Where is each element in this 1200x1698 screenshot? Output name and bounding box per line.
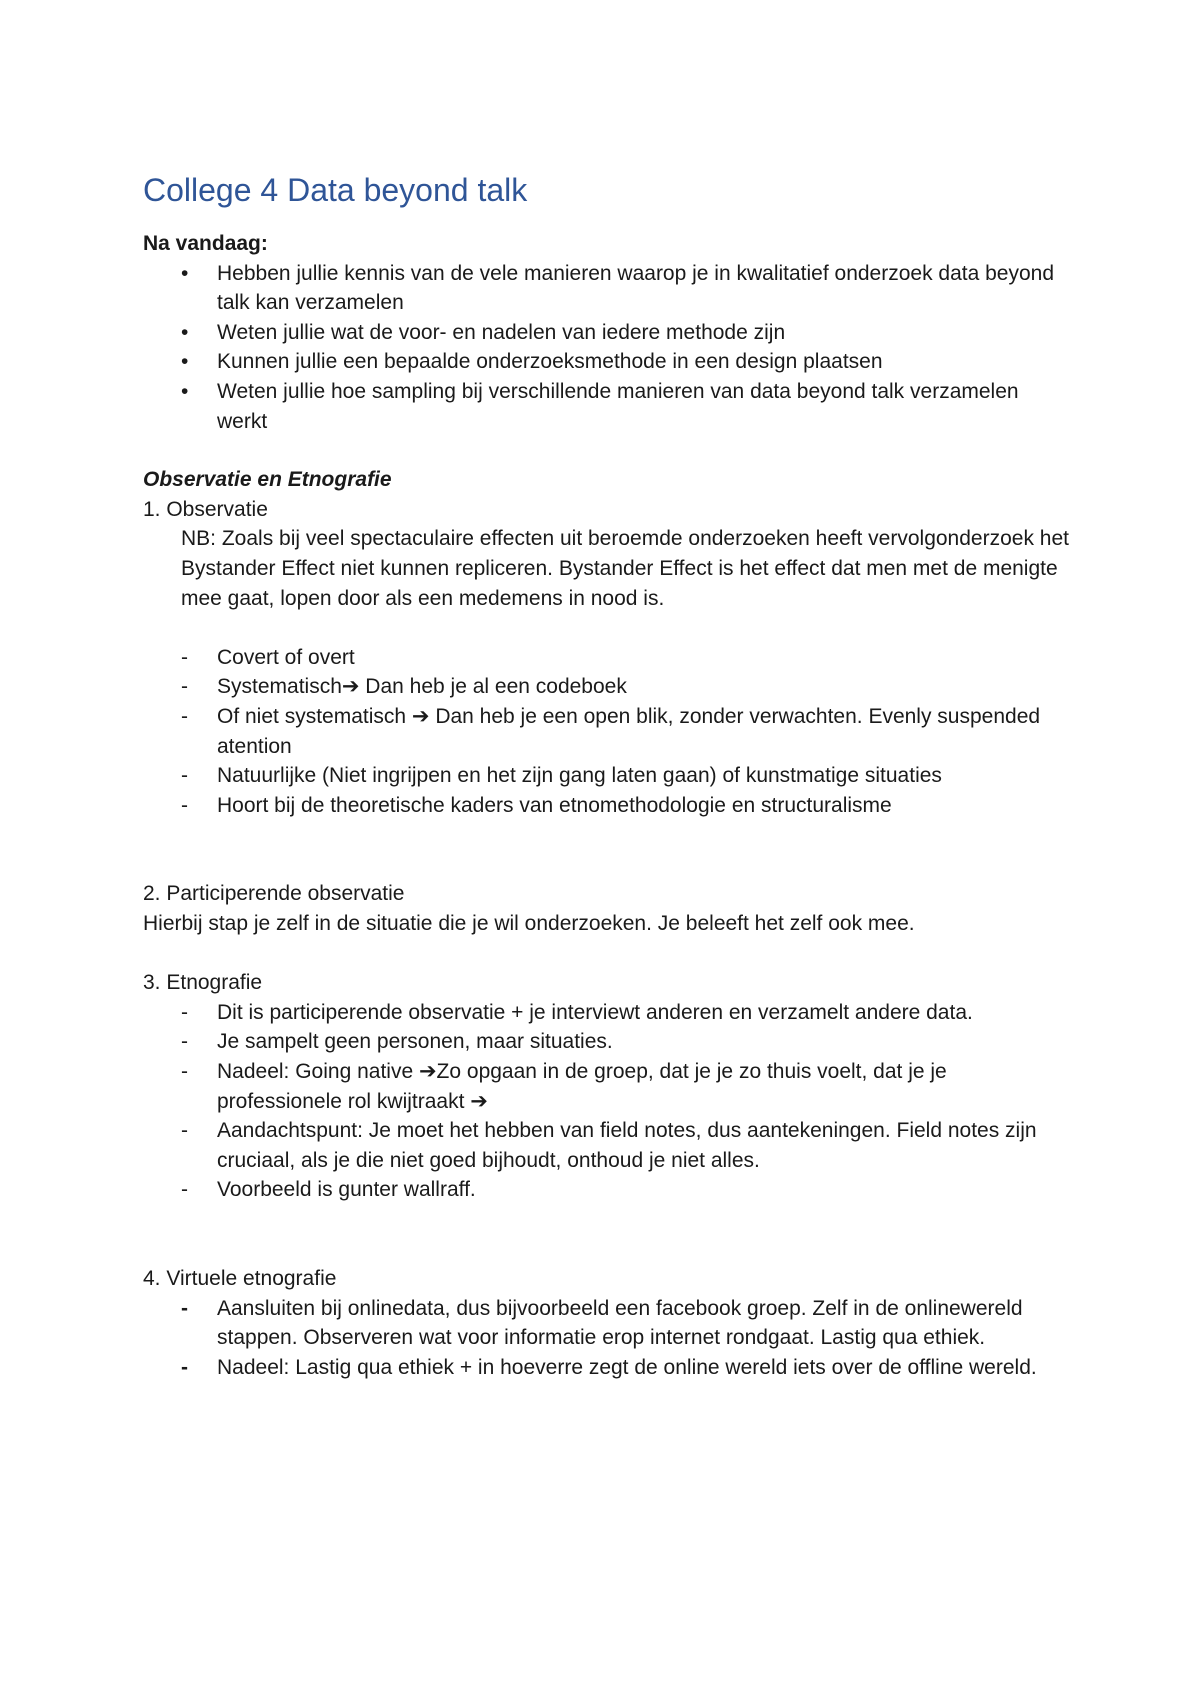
list-item-text: Of niet systematisch ➔ Dan heb je een open blik, zonder verwachten. Evenly suspended atention	[217, 704, 1041, 758]
dash-marker: -	[181, 1178, 188, 1202]
list-item	[143, 672, 1073, 702]
list-item	[143, 761, 1073, 791]
list-item-text: Nadeel: Going native ➔Zo opgaan in de groep, dat je je zo thuis voelt, dat je je professionele rol kwijtraakt ➔	[217, 1060, 947, 1113]
list-item	[143, 1057, 1073, 1116]
list-item	[143, 702, 1073, 761]
dash-marker: -	[181, 675, 188, 699]
observatie-heading: 1. Observatie	[143, 497, 268, 521]
participerende-text: Hierbij stap je zelf in de situatie die je wil onderzoeken. Je beleeft het zelf ook mee.	[143, 912, 915, 936]
list-item	[143, 791, 1073, 821]
list-item-text: Voorbeeld is gunter wallraff.	[217, 1178, 476, 1202]
dash-marker: -	[181, 704, 188, 728]
dash-marker: -	[181, 645, 188, 669]
dash-marker: -	[181, 1000, 188, 1024]
etnografie-heading: 3. Etnografie	[143, 971, 263, 995]
page-title: College 4 Data beyond talk	[143, 172, 528, 208]
intro-label: Na vandaag:	[143, 232, 268, 255]
list-item	[143, 1353, 1073, 1383]
document-content	[143, 160, 1073, 1383]
dash-marker: -	[181, 1119, 188, 1143]
list-item-text: Je sampelt geen personen, maar situaties.	[217, 1030, 613, 1054]
list-item-text: Natuurlijke (Niet ingrijpen en het zijn gang laten gaan) of kunstmatige situaties	[217, 764, 942, 788]
list-item: • Weten jullie wat de voor- en nadelen van iedere methode zijn	[143, 318, 1073, 348]
participerende-heading: 2. Participerende observatie	[143, 882, 405, 906]
observatie-list	[143, 643, 1073, 821]
list-item-text: Dit is participerende observatie + je interviewt anderen en verzamelt andere data.	[217, 1000, 973, 1024]
list-item: • Hebben jullie kennis van de vele manieren waarop je in kwalitatief onderzoek data beyond talk kan verzamelen	[143, 259, 1073, 318]
etnografie-list	[143, 998, 1073, 1205]
list-item: • Kunnen jullie een bepaalde onderzoeksmethode in een design plaatsen	[143, 347, 1073, 377]
virtuele-heading: 4. Virtuele etnografie	[143, 1267, 337, 1291]
list-item-text: Nadeel: Lastig qua ethiek + in hoeverre zegt de online wereld iets over de offline wereld.	[217, 1355, 1037, 1379]
section-heading: Observatie en Etnografie	[143, 468, 392, 492]
list-item-text: Aandachtspunt: Je moet het hebben van field notes, dus aantekeningen. Field notes zijn cruciaal, als je die niet goed bijhoudt, onthoud je niet alles.	[217, 1119, 1037, 1172]
list-item-text: Systematisch➔ Dan heb je al een codeboek	[217, 675, 627, 699]
dash-marker: -	[181, 1060, 188, 1084]
dash-marker: -	[181, 1030, 188, 1054]
observatie-note: NB: Zoals bij veel spectaculaire effecten uit beroemde onderzoeken heeft vervolgonderzoek het Bystander Effect niet kunnen repliceren. Bystander Effect is het effect dat men met de menigte mee gaat, lopen door als een medemens in nood is.	[181, 527, 1069, 610]
list-item-text: Hoort bij de theoretische kaders van etnomethodologie en structuralisme	[217, 793, 892, 817]
list-item	[143, 1175, 1073, 1205]
dash-marker: -	[181, 1296, 188, 1320]
list-item	[143, 998, 1073, 1028]
list-item	[143, 1294, 1073, 1353]
list-item-text: Aansluiten bij onlinedata, dus bijvoorbeeld een facebook groep. Zelf in de onlinewereld stappen. Observeren wat voor informatie erop internet rondgaat. Lastig qua ethiek.	[217, 1296, 1023, 1350]
list-item: • Weten jullie hoe sampling bij verschillende manieren van data beyond talk verzamelen werkt	[143, 377, 1073, 436]
list-item	[143, 643, 1073, 673]
dash-marker: -	[181, 764, 188, 788]
list-item-text: Covert of overt	[217, 645, 355, 669]
dash-marker: -	[181, 793, 188, 817]
list-item	[143, 1027, 1073, 1057]
virtuele-list	[143, 1294, 1073, 1383]
list-item	[143, 1116, 1073, 1175]
intro-bullet-list	[143, 259, 1073, 437]
dash-marker: -	[181, 1355, 188, 1379]
